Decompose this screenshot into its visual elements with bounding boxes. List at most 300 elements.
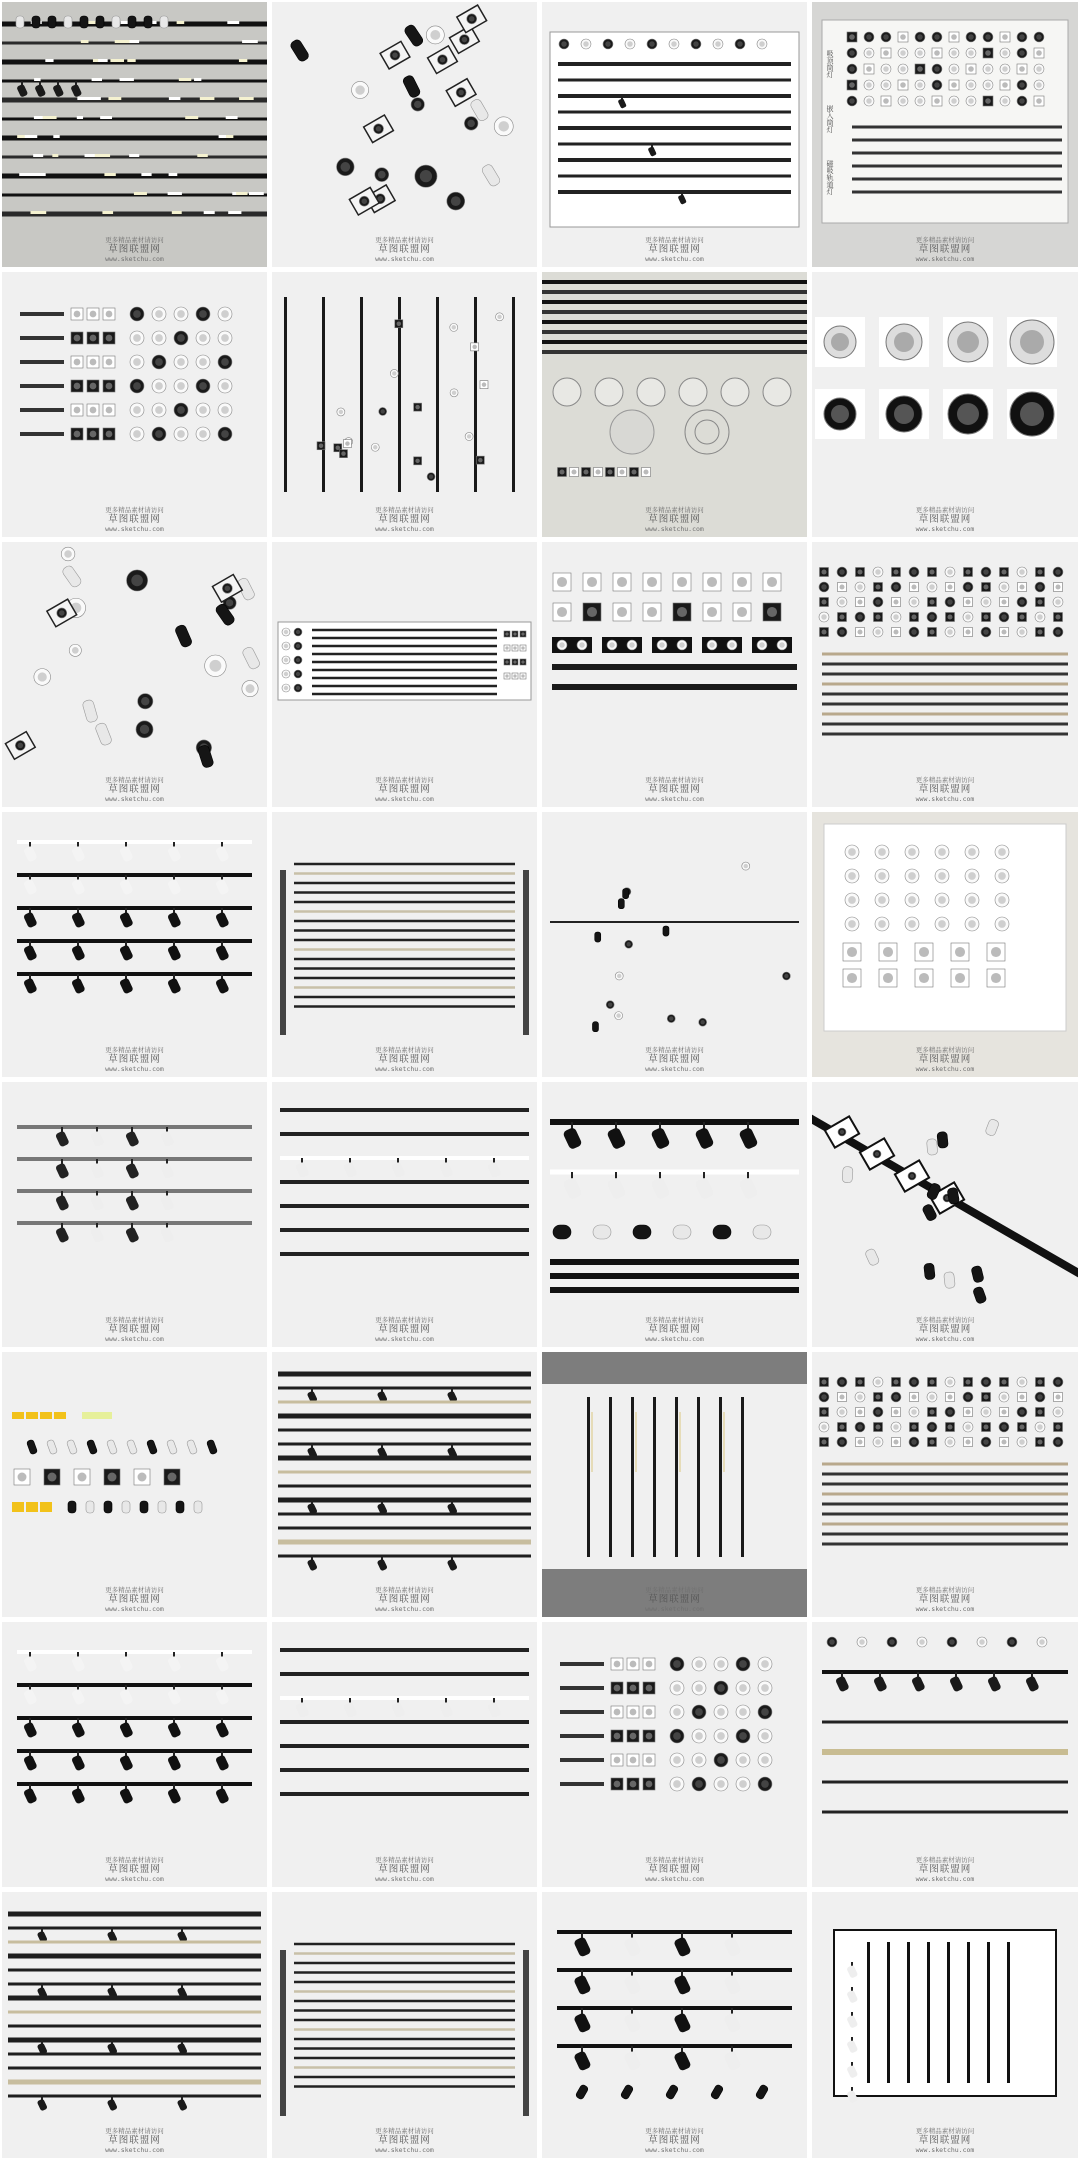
- spotlight: [71, 1688, 86, 1705]
- square-downlight-lens: [849, 34, 855, 40]
- downlight-lens: [1009, 1639, 1015, 1645]
- downlight-lens: [979, 1639, 985, 1645]
- track-rail: [557, 2044, 792, 2048]
- square-downlight-lens: [767, 577, 777, 587]
- track-rail: [2, 80, 267, 83]
- thumbnail-tile[interactable]: [2, 542, 267, 807]
- cylinder-light: [663, 926, 669, 936]
- watermark: [2, 1317, 267, 1343]
- track-rail: [294, 2028, 515, 2031]
- square-downlight-lens: [883, 973, 893, 983]
- thumbnail-tile[interactable]: [272, 272, 537, 537]
- cylinder-light: [633, 1225, 651, 1239]
- watermark-l2: 草图联盟网: [378, 783, 431, 795]
- watermark: [812, 1587, 1078, 1613]
- cylinder-light: [174, 624, 193, 649]
- square-downlight-lens: [614, 1661, 621, 1668]
- square-downlight-lens: [911, 1394, 916, 1399]
- disc-lamp: [721, 378, 749, 406]
- downlight-lens: [983, 1379, 989, 1385]
- downlight-lens: [452, 325, 456, 329]
- spotlight: [71, 1655, 86, 1672]
- track-rail: [294, 2038, 515, 2041]
- downlight-lens: [878, 872, 886, 880]
- spotlight: [167, 878, 182, 895]
- watermark: [2, 1047, 267, 1073]
- watermark-l2: 草图联盟网: [918, 243, 972, 255]
- cylinder-light: [971, 1265, 984, 1283]
- watermark: [542, 777, 807, 803]
- track-rail: [278, 1414, 531, 1419]
- square-downlight-lens: [74, 335, 81, 342]
- track-rail: [8, 1983, 261, 1986]
- downlight-lens: [968, 82, 974, 88]
- square-downlight-lens: [168, 1473, 177, 1482]
- watermark-l1: 更多精品素材请访问: [915, 1856, 975, 1865]
- cylinder-light: [403, 23, 424, 47]
- track-rail: [8, 1996, 261, 2001]
- watermark-l3: www.sketchu.com: [915, 1334, 975, 1343]
- thumbnail-tile[interactable]: [2, 1352, 267, 1617]
- spotlight: [694, 1177, 714, 1201]
- thumbnail-tile[interactable]: [812, 1352, 1078, 1617]
- spotlight: [723, 2012, 741, 2033]
- watermark-l2: 草图联盟网: [108, 1863, 161, 1875]
- downlight-lens: [695, 1660, 703, 1668]
- spotlight: [673, 1974, 691, 1995]
- watermark: [272, 1047, 537, 1073]
- downlight-lens: [673, 1780, 681, 1788]
- downlight-lens: [938, 848, 946, 856]
- thumbnail-tile[interactable]: [542, 1352, 807, 1617]
- downlight-lens: [821, 1394, 827, 1400]
- downlight-lens: [1019, 599, 1025, 605]
- track-rail: [822, 1493, 1068, 1496]
- watermark-l1: 更多精品素材请访问: [375, 776, 434, 785]
- spotlight: [37, 2099, 48, 2112]
- cylinder-light: [80, 16, 88, 28]
- square-downlight-lens: [857, 599, 862, 604]
- thumbnail-tile[interactable]: [272, 1622, 537, 1887]
- track-rail: [20, 384, 64, 388]
- downlight-lens: [893, 1424, 899, 1430]
- square-downlight-lens: [929, 1439, 934, 1444]
- square-downlight-lens: [929, 569, 934, 574]
- thumbnail-tile[interactable]: [812, 1892, 1078, 2158]
- spotlight: [738, 1127, 758, 1151]
- thumbnail-tile[interactable]: [272, 812, 537, 1077]
- side-rail: [523, 1950, 529, 2116]
- spotlight: [623, 2012, 641, 2033]
- downlight-lens: [669, 1016, 673, 1020]
- thumbnail-tile[interactable]: [2, 2, 267, 267]
- lighting-model-preview: [2, 2, 267, 267]
- cylinder-light: [710, 2084, 724, 2100]
- downlight-lens: [848, 920, 856, 928]
- led-segment: [28, 135, 38, 138]
- downlight-lens: [673, 1732, 681, 1740]
- watermark: [542, 1317, 807, 1343]
- spotlight: [215, 878, 230, 895]
- downlight-lens: [627, 942, 631, 946]
- track-rail: [17, 1221, 252, 1225]
- spotlight: [949, 1675, 964, 1692]
- track-rail: [822, 1721, 1068, 1724]
- track-rail: [280, 1156, 529, 1160]
- track-rail: [822, 1503, 1068, 1506]
- square-downlight-lens: [1001, 569, 1006, 574]
- downlight-lens: [497, 315, 501, 319]
- downlight-lens: [1001, 1424, 1007, 1430]
- watermark-l1: 更多精品素材请访问: [375, 1046, 434, 1055]
- downlight-lens: [908, 848, 916, 856]
- thumbnail-tile[interactable]: [2, 812, 267, 1077]
- downlight-lens: [1002, 98, 1008, 104]
- lighting-model-preview: [542, 272, 807, 537]
- thumbnail-tile[interactable]: [272, 1082, 537, 1347]
- thumbnail-tile[interactable]: [542, 1622, 807, 1887]
- lighting-model-preview: [812, 1892, 1078, 2158]
- downlight-lens: [1055, 569, 1061, 575]
- vertical-track: [1007, 1942, 1010, 2083]
- track-rail: [822, 713, 1068, 716]
- downlight-lens: [998, 896, 1006, 904]
- downlight-lens: [910, 1174, 914, 1178]
- thumbnail-tile[interactable]: [812, 2, 1078, 267]
- square-downlight-lens: [595, 469, 600, 474]
- thumbnail-tile[interactable]: [812, 1622, 1078, 1887]
- square-downlight-lens: [1055, 614, 1060, 619]
- track-rail: [17, 939, 252, 943]
- watermark: [272, 777, 537, 803]
- square-downlight-lens: [965, 1379, 970, 1384]
- downlight-lens: [968, 50, 974, 56]
- thumbnail-tile[interactable]: [272, 1892, 537, 2158]
- square-downlight-lens: [1002, 34, 1008, 40]
- square-downlight-lens: [1002, 82, 1008, 88]
- track-rail: [822, 673, 1068, 676]
- watermark-l1: 更多精品素材请访问: [645, 506, 704, 515]
- spotlight: [215, 977, 230, 994]
- track-rail: [17, 1125, 252, 1129]
- downlight-lens: [1036, 34, 1042, 40]
- thumbnail-tile[interactable]: [812, 1082, 1078, 1347]
- spotlight: [107, 2099, 118, 2112]
- spotlight: [71, 1787, 86, 1804]
- watermark: [2, 2128, 267, 2154]
- watermark-l2: 草图联盟网: [918, 1053, 972, 1065]
- watermark-l2: 草图联盟网: [378, 1863, 431, 1875]
- spotlight: [167, 1655, 182, 1672]
- downlight-lens: [759, 41, 765, 47]
- square-downlight-lens: [965, 629, 970, 634]
- watermark-l2: 草图联盟网: [108, 783, 161, 795]
- square-downlight-lens: [929, 599, 934, 604]
- track-rail: [8, 2067, 261, 2070]
- downlight-lens: [430, 30, 440, 40]
- square-downlight-lens: [106, 359, 113, 366]
- spotlight: [55, 1130, 70, 1147]
- watermark-l3: www.sketchu.com: [105, 1064, 164, 1073]
- downlight-lens: [155, 382, 163, 390]
- thumbnail-tile[interactable]: [272, 2, 537, 267]
- downlight-lens: [177, 382, 185, 390]
- spotlight: [295, 1701, 310, 1718]
- spotlight: [90, 1226, 105, 1243]
- led-segment: [200, 97, 215, 100]
- track-rail: [294, 920, 515, 923]
- track-rail: [822, 1463, 1068, 1466]
- thumbnail-tile[interactable]: [542, 272, 807, 537]
- downlight-lens: [199, 310, 207, 318]
- downlight-lens: [761, 1684, 769, 1692]
- track-rail: [280, 1744, 529, 1748]
- track-rail: [294, 939, 515, 942]
- downlight-lens: [859, 1639, 865, 1645]
- square-downlight-lens: [947, 1394, 952, 1399]
- track-rail: [294, 1971, 515, 1974]
- square-downlight-lens: [821, 1379, 826, 1384]
- downlight-lens: [1019, 1439, 1025, 1445]
- spotlight: [125, 1162, 140, 1179]
- square-downlight-lens: [74, 431, 81, 438]
- square-downlight-lens: [1036, 50, 1042, 56]
- downlight-lens: [821, 614, 827, 620]
- track-rail: [294, 2085, 515, 2088]
- downlight-lens: [133, 334, 141, 342]
- square-downlight-lens: [707, 607, 717, 617]
- thumbnail-tile[interactable]: [812, 542, 1078, 807]
- downlight-lens: [673, 1684, 681, 1692]
- downlight-lens: [296, 686, 300, 690]
- downlight-lens: [199, 382, 207, 390]
- downlight-lens: [608, 1002, 612, 1006]
- square-downlight-lens: [341, 451, 345, 455]
- thumbnail-tile[interactable]: [542, 1082, 807, 1347]
- watermark-l2: 草图联盟网: [918, 1593, 972, 1605]
- spotlight: [723, 2050, 741, 2071]
- track-rail: [8, 1941, 261, 1944]
- lighting-model-preview: [812, 2, 1078, 267]
- cylinder-light: [713, 1225, 731, 1239]
- square-downlight-lens: [1001, 629, 1006, 634]
- led-segment: [228, 211, 241, 214]
- led-segment: [104, 173, 115, 176]
- downlight-lens: [133, 406, 141, 414]
- downlight-lens: [155, 430, 163, 438]
- track-rail: [558, 62, 791, 66]
- square-downlight-lens: [985, 50, 991, 56]
- watermark: [2, 237, 267, 263]
- track-rail: [8, 2011, 261, 2014]
- downlight-lens: [467, 120, 474, 127]
- track-rail: [20, 336, 64, 340]
- lighting-model-preview: [542, 1352, 807, 1617]
- thumbnail-tile[interactable]: [812, 272, 1078, 537]
- track-rail: [280, 1204, 529, 1208]
- thumbnail-tile[interactable]: [542, 812, 807, 1077]
- watermark: [272, 1587, 537, 1613]
- side-rail: [280, 870, 286, 1035]
- square-downlight-lens: [614, 1733, 621, 1740]
- square-downlight-lens: [505, 674, 508, 677]
- square-downlight-lens: [1019, 1424, 1024, 1429]
- track-rail: [8, 1912, 261, 1917]
- downlight-lens: [1055, 599, 1061, 605]
- square-downlight-lens: [90, 335, 97, 342]
- downlight-lens: [857, 1394, 863, 1400]
- square-downlight-lens: [919, 973, 929, 983]
- track-rail: [294, 1943, 515, 1946]
- downlight-lens: [284, 686, 288, 690]
- cylinder-light: [402, 74, 422, 99]
- downlight-lens: [866, 34, 872, 40]
- downlight-lens: [917, 98, 923, 104]
- vertical-track: [697, 1397, 700, 1557]
- downlight-lens: [376, 126, 382, 132]
- square-downlight-lens: [934, 50, 940, 56]
- lighting-model-preview: [542, 1892, 807, 2158]
- spotlight: [23, 944, 38, 961]
- square-downlight-lens: [521, 646, 524, 649]
- downlight-lens: [883, 82, 889, 88]
- led-segment: [591, 1412, 593, 1472]
- downlight-lens: [947, 599, 953, 605]
- thumbnail-tile[interactable]: [2, 1082, 267, 1347]
- watermark-l3: www.sketchu.com: [105, 1334, 164, 1343]
- square-downlight-lens: [614, 1685, 621, 1692]
- square-downlight-lens: [106, 311, 113, 318]
- square-downlight-lens: [983, 584, 988, 589]
- downlight-lens: [1055, 629, 1061, 635]
- round-downlight-lens: [957, 403, 979, 425]
- downlight-lens: [938, 872, 946, 880]
- spotlight: [573, 2012, 591, 2033]
- spotlight: [215, 1688, 230, 1705]
- watermark: [2, 1587, 267, 1613]
- square-downlight-lens: [74, 311, 81, 318]
- track-rail: [312, 685, 497, 688]
- track-rail: [558, 175, 791, 178]
- square-downlight-lens: [647, 577, 657, 587]
- downlight-lens: [917, 34, 923, 40]
- downlight-lens: [440, 57, 446, 63]
- watermark-l1: 更多精品素材请访问: [645, 1316, 704, 1325]
- track-rail: [822, 1781, 1068, 1784]
- spotlight: [167, 845, 182, 862]
- watermark-l3: www.sketchu.com: [645, 1604, 704, 1613]
- square-downlight-lens: [646, 1733, 653, 1740]
- led-segment: [129, 154, 139, 157]
- spotlight: [160, 1194, 175, 1211]
- watermark-l2: 草图联盟网: [918, 2134, 972, 2146]
- thumbnail-tile[interactable]: [812, 812, 1078, 1077]
- track-rail: [312, 669, 497, 672]
- downlight-lens: [1019, 34, 1025, 40]
- track-rail: [822, 733, 1068, 736]
- downlight-lens: [875, 1379, 881, 1385]
- square-downlight-lens: [571, 469, 576, 474]
- track-rail: [550, 1273, 799, 1279]
- cylinder-light: [46, 1439, 57, 1455]
- downlight-lens: [717, 1780, 725, 1788]
- watermark-l3: www.sketchu.com: [375, 1334, 434, 1343]
- lighting-model-preview: [272, 812, 537, 1077]
- spotlight: [723, 1936, 741, 1957]
- led-segment: [239, 59, 247, 62]
- thumbnail-tile[interactable]: [2, 272, 267, 537]
- thumbnail-tile[interactable]: [272, 1352, 537, 1617]
- track-rail: [280, 1132, 529, 1136]
- track-rail: [558, 190, 791, 194]
- thumbnail-tile[interactable]: [2, 1892, 267, 2158]
- downlight-lens: [839, 1409, 845, 1415]
- round-downlight-lens: [894, 332, 914, 352]
- downlight-lens: [221, 382, 229, 390]
- spotlight: [562, 1177, 582, 1201]
- downlight-lens: [700, 1020, 704, 1024]
- spotlight: [623, 1936, 641, 1957]
- thumbnail-tile[interactable]: [542, 1892, 807, 2158]
- downlight-lens: [866, 82, 872, 88]
- downlight-lens: [579, 642, 585, 648]
- lighting-model-preview: [272, 1622, 537, 1887]
- led-segment: [635, 1412, 637, 1472]
- square-downlight-lens: [929, 629, 934, 634]
- cylinder-light: [618, 899, 624, 909]
- downlight-lens: [392, 52, 398, 58]
- track-rail: [278, 1429, 531, 1432]
- downlight-lens: [951, 50, 957, 56]
- downlight-lens: [225, 586, 231, 592]
- track-rail: [822, 683, 1068, 686]
- watermark: [542, 1857, 807, 1883]
- square-downlight-lens: [1001, 1409, 1006, 1414]
- watermark: [2, 777, 267, 803]
- track-rail: [294, 2047, 515, 2050]
- thumbnail-tile[interactable]: [542, 542, 807, 807]
- thumbnail-tile[interactable]: [272, 542, 537, 807]
- downlight-lens: [947, 569, 953, 575]
- track-rail: [294, 1981, 515, 1984]
- watermark: [812, 1857, 1078, 1883]
- track-rail: [312, 637, 497, 640]
- spotlight: [23, 878, 38, 895]
- downlight-lens: [739, 1756, 747, 1764]
- track-rail: [852, 152, 1062, 155]
- square-downlight-lens: [883, 947, 893, 957]
- track-rail: [312, 661, 497, 664]
- track-rail: [822, 1473, 1068, 1476]
- lighting-model-preview: [272, 1082, 537, 1347]
- square-downlight-lens: [90, 407, 97, 414]
- square-downlight-lens: [919, 947, 929, 957]
- track-rail: [17, 906, 252, 910]
- square-downlight-lens: [557, 607, 567, 617]
- downlight-lens: [695, 1780, 703, 1788]
- spotlight: [723, 1974, 741, 1995]
- square-downlight-lens: [630, 1709, 637, 1716]
- downlight-lens: [1036, 66, 1042, 72]
- track-rail: [8, 1954, 261, 1959]
- cylinder-light: [673, 1225, 691, 1239]
- downlight-lens: [609, 642, 615, 648]
- thumbnail-tile[interactable]: [542, 2, 807, 267]
- downlight-lens: [296, 644, 300, 648]
- watermark: [542, 1047, 807, 1073]
- thumbnail-tile[interactable]: [2, 1622, 267, 1887]
- watermark: [272, 1857, 537, 1883]
